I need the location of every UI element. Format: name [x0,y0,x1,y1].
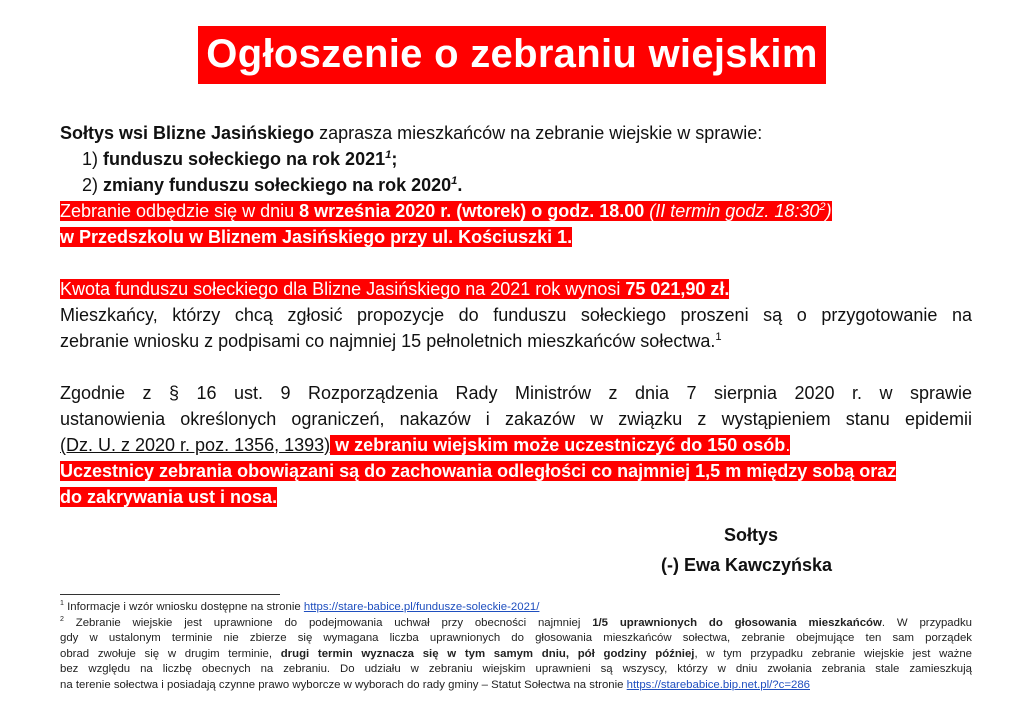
intro-text: zaprasza mieszkańców na zebranie wiejskie w sprawie: [314,123,763,143]
distance-text-1: Uczestnicy zebrania obowiązani są do zachowania odległości co najmniej 1,5 m między sobą oraz [60,461,897,481]
footnote-2-line-2: gdy w ustalonym terminie nie zbierze się wymagana liczba uprawnionych do głosowania mieszkańców sołectwa, zebranie obejmujące ten sam porządek [60,632,972,644]
limit-highlight [330,435,790,455]
footnote-ref: 1 [385,149,392,161]
footnotes [60,600,972,693]
limit-end: . [785,435,791,455]
intro-line [60,120,972,146]
signature-name: (-) Ewa Kawczyńska [661,555,833,575]
footnote-number: 2 [60,615,64,623]
footnote-text: na terenie sołectwa i posiadają czynne prawo wyborcze w wyborach do rady gminy – Statut Sołectwa na stronie [60,678,627,691]
footnote-text: Zebranie wiejskie jest uprawnione do podejmowania uchwał przy obecności najmniej [63,616,593,629]
proposals-line-1: Mieszkańcy, którzy chcą zgłosić propozycje do funduszu sołeckiego proszeni są o przygotowanie na [60,305,972,325]
fund-line [60,276,972,302]
meeting-time-highlight [60,201,832,221]
agenda-text: funduszu sołeckiego na rok 2021 [103,149,386,169]
distance-line-1 [60,458,972,484]
footnote-2-line-1 [60,616,972,632]
agenda-num: 2) [82,175,104,195]
agenda-end: . [457,175,463,195]
meeting-place: w Przedszkolu w Bliznem Jasińskiego przy ul. Kościuszki 1. [60,227,573,247]
distance-line-2 [60,484,972,510]
signature-role: Sołtys [724,525,779,545]
footnote-ref: 1 [451,175,458,187]
footnote-divider [60,594,280,595]
fund-amount: 75 021,90 zł. [625,279,730,299]
statute-link[interactable]: https://starebabice.bip.net.pl/?c=286 [626,678,810,691]
meeting-date: 8 września 2020 r. (wtorek) o godz. 18.00 [299,201,645,221]
footnote-ref: 1 [715,331,722,343]
fund-highlight [60,279,729,299]
footnote-bold: 1/5 uprawnionych do głosowania mieszkańców [592,616,882,629]
regulation-line-1: Zgodnie z § 16 ust. 9 Rozporządzenia Rady Ministrów z dnia 7 sierpnia 2020 r. w sprawie [60,383,972,403]
meeting-line-2 [60,224,972,250]
meeting-second-close: ) [825,201,832,221]
footnote-bold: drugi termin wyznacza się w tym samym dniu, pół godziny później [280,647,695,660]
agenda-text: zmiany funduszu sołeckiego na rok 2020 [103,175,452,195]
footnote-2-line-5 [60,678,972,694]
regulation-reference: (Dz. U. z 2020 r. poz. 1356, 1393) [60,435,331,455]
distance-text-2: do zakrywania ust i nosa. [60,487,278,507]
title-container [0,26,1024,84]
regulation-line-3 [60,432,972,458]
limit-text: w zebraniu wiejskim może uczestniczyć do 150 osób [330,435,786,455]
footnote-text: obrad zwołuje się w drugim terminie, [60,647,281,660]
footnote-2-line-3 [60,647,972,663]
page-title: Ogłoszenie o zebraniu wiejskim [198,26,825,84]
regulation-line-2: ustanowienia określonych ograniczeń, nakazów i zakazów w związku z wystąpieniem stanu epidemii [60,409,972,429]
proposals-text: zebranie wniosku z podpisami co najmniej 15 pełnoletnich mieszkańców sołectwa. [60,331,716,351]
agenda-item-1 [60,146,972,172]
footnote-text: . W przypadku [881,616,972,629]
announcement-body [60,120,972,510]
funds-link[interactable]: https://stare-babice.pl/fundusze-soleckie-2021/ [303,601,540,613]
footnote-number: 1 [60,600,64,608]
footnote-ref: 2 [819,201,826,213]
meeting-pre: Zebranie odbędzie się w dniu [60,201,300,221]
meeting-line-1 [60,198,972,224]
footnote-text: Informacje i wzór wniosku dostępne na stronie [63,601,304,613]
meeting-second-term: (II termin godz. 18:30 [644,201,820,221]
agenda-item-2 [60,172,972,198]
fund-text: Kwota funduszu sołeckiego dla Blizne Jasińskiego na 2021 rok wynosi [60,279,626,299]
intro-sender: Sołtys wsi Blizne Jasińskiego [60,123,315,143]
agenda-end: ; [391,149,398,169]
footnote-2-line-4: bez względu na liczbę obecnych na zebraniu. Do udziału w zebraniu wiejskim uprawnieni są wszyscy, którzy w dniu zwołania zebrania stale zamieszkują [60,663,972,675]
footnote-1 [60,600,972,616]
proposals-line-2 [60,328,972,354]
footnote-text: , w tym przypadku zebranie wiejskie jest ważne [694,647,973,660]
agenda-num: 1) [82,149,104,169]
